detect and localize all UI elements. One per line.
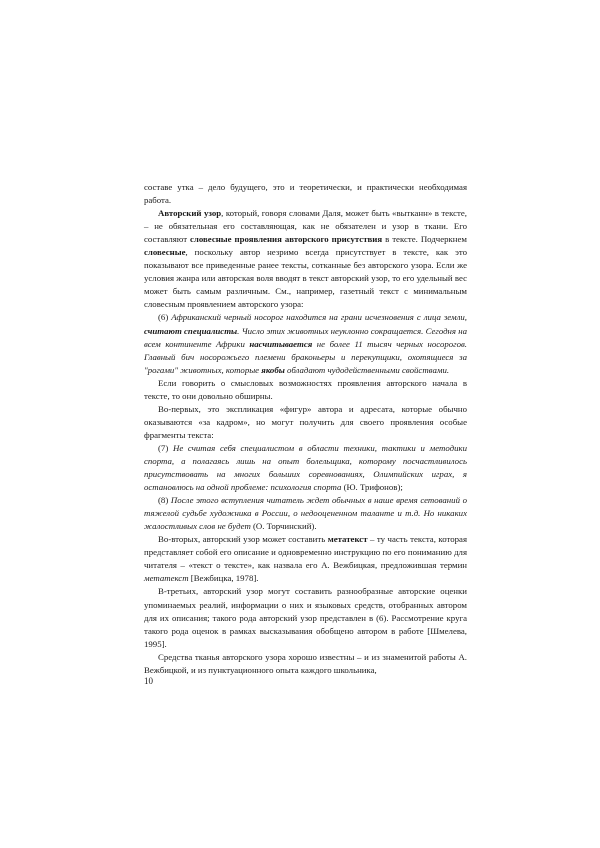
paragraph-authorial-pattern [144, 207, 467, 311]
text: – ту часть текста, которая представляет собой его описание и одновременно инструкцию по его пониманию для читателя – «текст о тексте», как назвала его А. Вежбицкая, предложившая термин [144, 534, 467, 571]
text: , который, говоря словами Даля, может быть «вытканн» в тексте, – не обязательная его составляющая, как не обязателен и узор в ткани. Его составляют [144, 208, 467, 245]
bold-phrase: словесные проявления авторского присутствия [190, 234, 383, 245]
example-number: (7) [158, 442, 169, 453]
text: Во-вторых, авторский узор может составить [158, 534, 328, 545]
bold-word: якобы [261, 364, 285, 375]
bold-word: насчитывается [249, 338, 313, 349]
text: После этого вступления читатель ждет обычных в наше время сетований о тяжелой судьбе художника в России, о недооцененном таланте и т.д. Но никаких жалостливых слов не будет [144, 495, 467, 532]
example-7 [144, 442, 467, 494]
paragraph-3: Если говорить о смысловых возможностях проявления авторского начала в тексте, то они довольно обширны. [144, 377, 467, 401]
paragraph-7: Средства тканья авторского узора хорошо известны – и из знаменитой работы А. Вежбицкой, и из пунктуационного опыта каждого школьника, [144, 651, 467, 675]
term-authorial-pattern: Авторский узор [158, 208, 222, 219]
text: [Вежбицка, 1978]. [188, 573, 259, 584]
paragraph-4: Во-первых, это экспликация «фигур» автора и адресата, которые обычно оказываются «за кадром», но могут получить для своего проявления особые фрагменты текста: [144, 403, 467, 440]
bold-word: словесные [144, 247, 186, 258]
text: обладают чудодейственными свойствами. [284, 364, 450, 375]
text: в тексте. Подчеркнем [382, 234, 467, 245]
paragraph-1: составе утка – дело будущего, это и теоретически, и практически необходимая работа. [144, 182, 467, 206]
page-number: 10 [144, 676, 153, 686]
paragraph-metatext [144, 533, 467, 585]
italic-term: метатекст [144, 573, 189, 584]
text: , поскольку автор незримо всегда присутствует в тексте, как это показывают все приведенные ранее тексты, сотканные без авторского узора. Если же условия жанра или авторская воля вводят в текст авторский узор, то его удельный вес может быть самым различным. См., например, газетный текст с минимальным словесным проявлением авторского узора: [144, 247, 467, 310]
text: Африканский черный носорог находится на грани исчезновения с лица земли, [168, 312, 467, 323]
source: (Ю. Трифонов); [341, 482, 403, 493]
page-body [144, 181, 467, 677]
text: не более 11 тысяч черных носорогов. Главный бич носорожьего племени браконьеры и перекупщики, охотящиеся за "рогами" животных, которые [144, 338, 467, 375]
source: (О. Торчинский). [250, 521, 317, 532]
example-8 [144, 494, 467, 533]
term-metatext: метатекст [327, 534, 368, 545]
paragraph-6: В-третьих, авторский узор могут составить разнообразные авторские оценки упоминаемых реалий, информации о них и языковых средств, отобранных автором для их описания; такого рода авторский узор представлен в (6). Рассмотрение круга такого рода оценок в рамках высказывания обобщено автором в работе [Шмелева, 1995]. [144, 586, 467, 649]
bold-phrase: считают специалисты [144, 325, 238, 336]
text: Не считая себя специалистом в области техники, тактики и методики спорта, а полагаясь лишь на опыт болельщика, которому посчастливилось присутствовать на многих больших соревнованиях, Олимпийских играх, я остановлюсь на одной проблеме: психология спорта [144, 442, 467, 493]
text: . Число этих животных неуклонно сокращается. Сегодня на всем континенте Африки [144, 325, 467, 349]
example-6 [144, 311, 467, 376]
example-number: (8) [158, 495, 169, 506]
example-number: (6) [158, 312, 169, 323]
